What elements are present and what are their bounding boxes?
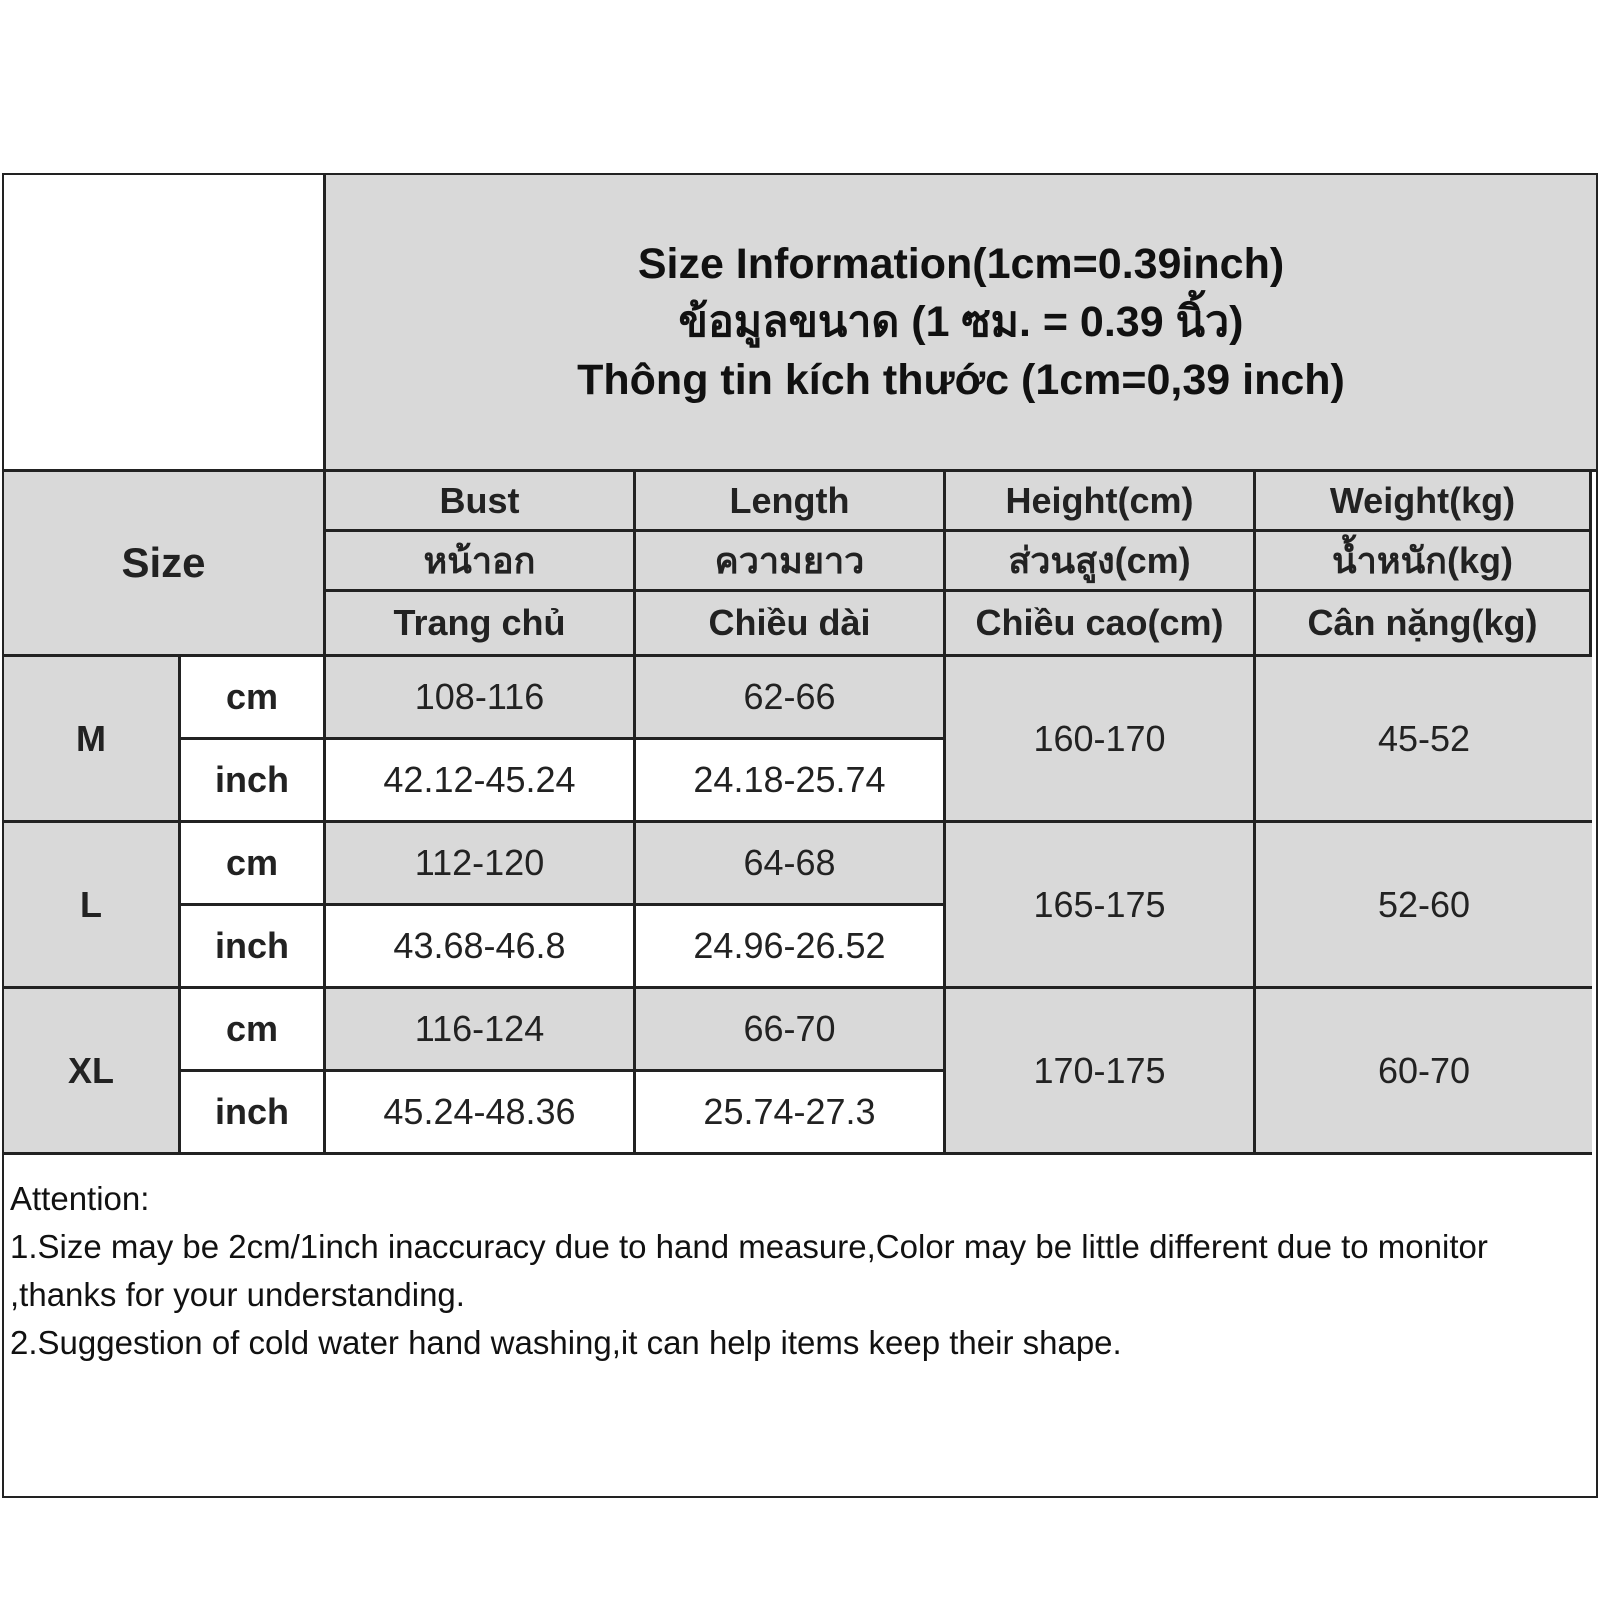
- column-header-vi: Chiều cao(cm): [946, 592, 1256, 657]
- size-label: L: [4, 823, 181, 989]
- length-cm-value: 64-68: [636, 823, 946, 906]
- unit-inch-label: inch: [181, 906, 326, 989]
- column-header-en: Bust: [326, 472, 636, 532]
- bust-inch-value: 42.12-45.24: [326, 740, 636, 823]
- column-header-vi: Cân nặng(kg): [1256, 592, 1592, 657]
- weight-value: 45-52: [1256, 657, 1592, 823]
- height-value: 160-170: [946, 657, 1256, 823]
- unit-cm-label: cm: [181, 989, 326, 1072]
- unit-inch-label: inch: [181, 1072, 326, 1155]
- column-header-en: Height(cm): [946, 472, 1256, 532]
- title-block: [326, 175, 1596, 472]
- photo-cell: [4, 175, 326, 472]
- attention-notes: [10, 1175, 1590, 1367]
- length-cm-value: 62-66: [636, 657, 946, 740]
- bust-cm-value: 116-124: [326, 989, 636, 1072]
- size-chart: [2, 173, 1598, 1498]
- attention-item-1: 1.Size may be 2cm/1inch inaccuracy due to hand measure,Color may be little different due to monitor ,thanks for your understanding.: [10, 1228, 1498, 1313]
- bust-cm-value: 112-120: [326, 823, 636, 906]
- column-header-th: ความยาว: [636, 532, 946, 592]
- title-thai: ข้อมูลขนาด (1 ซม. = 0.39 นิ้ว): [678, 298, 1244, 346]
- column-header-th: น้ำหนัก(kg): [1256, 532, 1592, 592]
- size-header: Size: [4, 472, 326, 657]
- bust-cm-value: 108-116: [326, 657, 636, 740]
- length-inch-value: 25.74-27.3: [636, 1072, 946, 1155]
- column-header-en: Weight(kg): [1256, 472, 1592, 532]
- weight-value: 52-60: [1256, 823, 1592, 989]
- length-cm-value: 66-70: [636, 989, 946, 1072]
- unit-cm-label: cm: [181, 823, 326, 906]
- column-header-en: Length: [636, 472, 946, 532]
- column-header-th: ส่วนสูง(cm): [946, 532, 1256, 592]
- title-english: Size Information(1cm=0.39inch): [637, 240, 1285, 288]
- bust-inch-value: 43.68-46.8: [326, 906, 636, 989]
- attention-item-2: 2.Suggestion of cold water hand washing,it can help items keep their shape.: [10, 1324, 1122, 1361]
- attention-heading: Attention:: [10, 1180, 150, 1217]
- length-inch-value: 24.96-26.52: [636, 906, 946, 989]
- size-label: XL: [4, 989, 181, 1155]
- weight-value: 60-70: [1256, 989, 1592, 1155]
- size-label: M: [4, 657, 181, 823]
- height-value: 170-175: [946, 989, 1256, 1155]
- unit-cm-label: cm: [181, 657, 326, 740]
- title-vietnamese: Thông tin kích thước (1cm=0,39 inch): [577, 356, 1345, 404]
- length-inch-value: 24.18-25.74: [636, 740, 946, 823]
- column-header-vi: Trang chủ: [326, 592, 636, 657]
- column-header-vi: Chiều dài: [636, 592, 946, 657]
- unit-inch-label: inch: [181, 740, 326, 823]
- height-value: 165-175: [946, 823, 1256, 989]
- bust-inch-value: 45.24-48.36: [326, 1072, 636, 1155]
- column-header-th: หน้าอก: [326, 532, 636, 592]
